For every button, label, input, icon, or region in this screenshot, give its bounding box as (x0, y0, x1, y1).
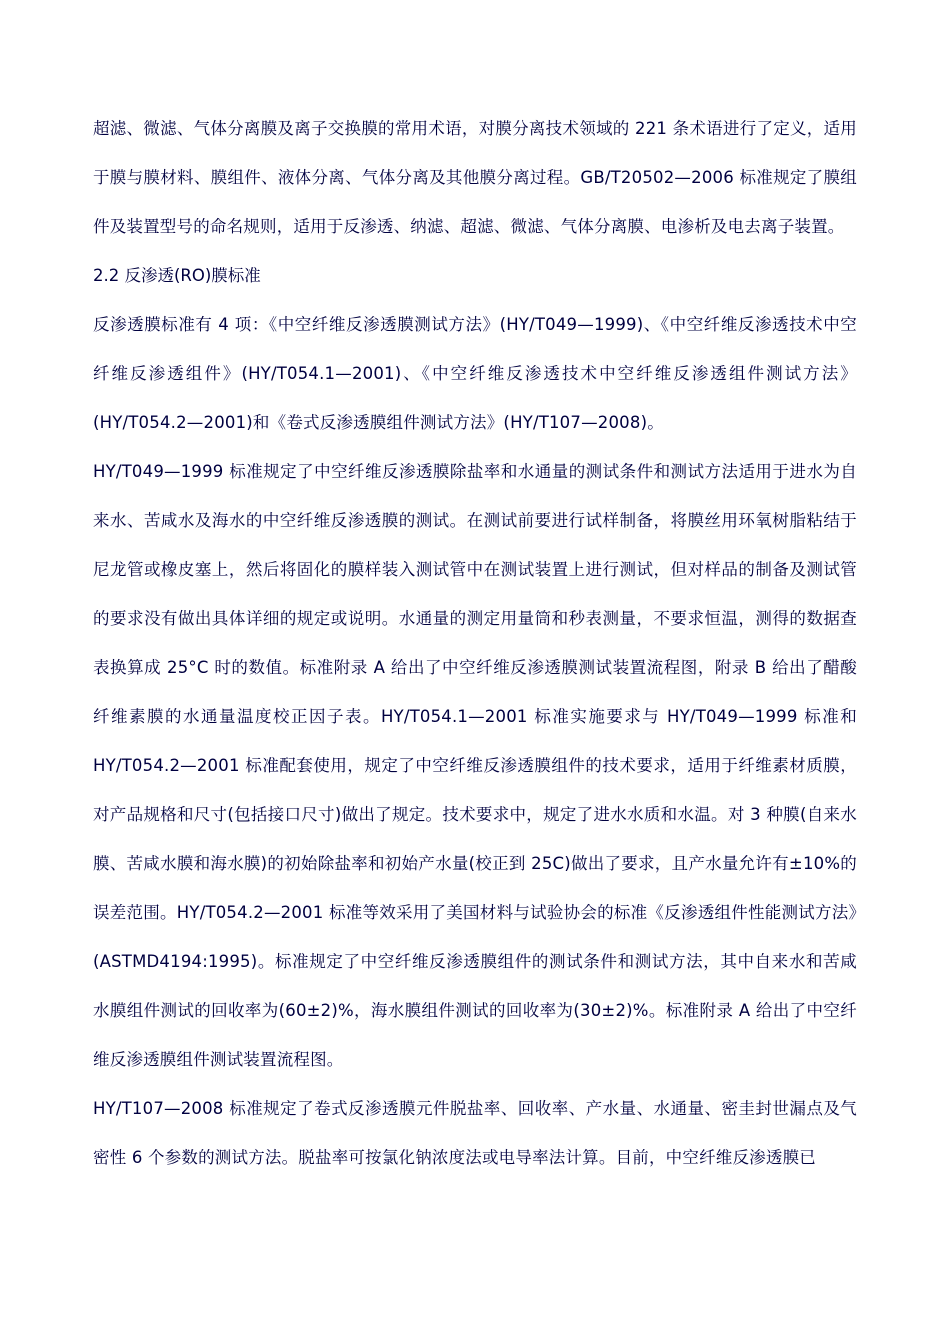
paragraph-hyt107: HY/T107—2008 标准规定了卷式反渗透膜元件脱盐率、回收率、产水量、水通量、密圭封世漏点及气密性 6 个参数的测试方法。脱盐率可按氯化钠浓度法或电导率法计算。目前，中空纤维反渗透膜已 (93, 1099, 857, 1167)
section-heading-ro: 2.2 反渗透(RO)膜标准 (93, 266, 261, 285)
document-page (93, 104, 857, 1182)
paragraph-ro-standards: 反渗透膜标准有 4 项：《中空纤维反渗透膜测试方法》(HY/T049—1999)、《中空纤维反渗透技术中空纤维反渗透组件》(HY/T054.1—2001)、《中空纤维反渗透技术中空纤维反渗透组件测试方法》(HY/T054.2—2001)和《卷式反渗透膜组件测试方法》(HY/T107—2008)。 (93, 315, 857, 432)
paragraph-terminology: 超滤、微滤、气体分离膜及离子交换膜的常用术语，对膜分离技术领域的 221 条术语进行了定义，适用于膜与膜材料、膜组件、液体分离、气体分离及其他膜分离过程。GB/T20502—2006 标准规定了膜组件及装置型号的命名规则，适用于反渗透、纳滤、超滤、微滤、气体分离膜、电渗析及电去离子装置。 (93, 119, 857, 236)
paragraph-hyt049: HY/T049—1999 标准规定了中空纤维反渗透膜除盐率和水通量的测试条件和测试方法适用于进水为自来水、苦咸水及海水的中空纤维反渗透膜的测试。在测试前要进行试样制备，将膜丝用环氧树脂粘结于尼龙管或橡皮塞上，然后将固化的膜样装入测试管中在测试装置上进行测试，但对样品的制备及测试管的要求没有做出具体详细的规定或说明。水通量的测定用量筒和秒表测量，不要求恒温，测得的数据查表换算成 25°C 时的数值。标准附录 A 给出了中空纤维反渗透膜测试装置流程图，附录 B 给出了醋酸纤维素膜的水通量温度校正因子表。HY/T054.1—2001 标准实施要求与 HY/T049—1999 标准和 HY/T054.2—2001 标准配套使用，规定了中空纤维反渗透膜组件的技术要求，适用于纤维素材质膜，对产品规格和尺寸(包括接口尺寸)做出了规定。技术要求中，规定了进水水质和水温。对 3 种膜(自来水膜、苦咸水膜和海水膜)的初始除盐率和初始产水量(校正到 25C)做出了要求，且产水量允许有±10%的误差范围。HY/T054.2—2001 标准等效采用了美国材料与试验协会的标准《反渗透组件性能测试方法》(ASTMD4194:1995)。标准规定了中空纤维反渗透膜组件的测试条件和测试方法，其中自来水和苦咸水膜组件测试的回收率为(60±2)%，海水膜组件测试的回收率为(30±2)%。标准附录 A 给出了中空纤维反渗透膜组件测试装置流程图。 (93, 462, 857, 1069)
